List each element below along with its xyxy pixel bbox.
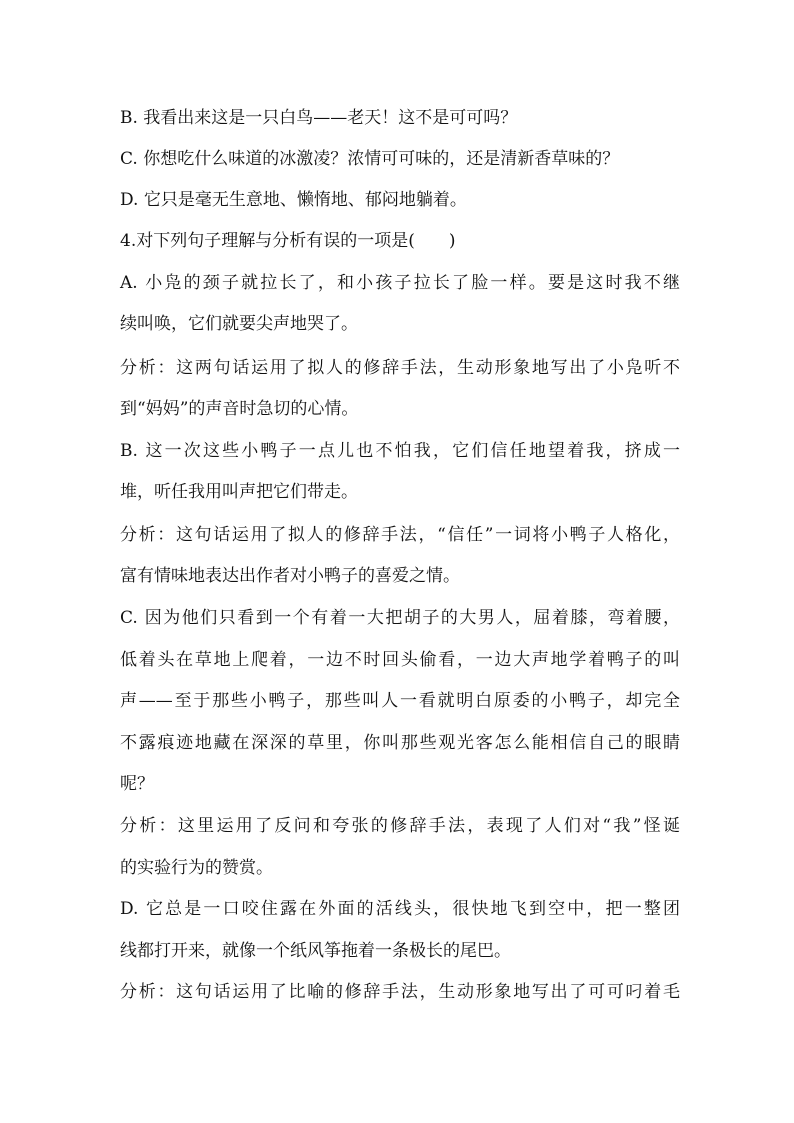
q4-option-a-line-1: A. 小凫的颈子就拉长了，和小孩子拉长了脸一样。要是这时我不继 [120, 273, 680, 293]
option-c-line: C. 你想吃什么味道的冰激凌？浓情可可味的，还是清新香草味的？ [120, 149, 620, 169]
q4-analysis-c-line-1: 分析：这里运用了反问和夸张的修辞手法，表现了人们对“我”怪诞 [120, 816, 680, 836]
q4-option-c-line-5: 呢？ [120, 774, 154, 794]
q4-analysis-a-line-1: 分析：这两句话运用了拟人的修辞手法，生动形象地写出了小凫听不 [120, 358, 680, 378]
q4-option-b-line-1: B. 这一次这些小鸭子一点儿也不怕我，它们信任地望着我，挤成一 [120, 441, 680, 461]
q4-analysis-b-line-1: 分析：这句话运用了拟人的修辞手法，“信任”一词将小鸭子人格化， [120, 525, 680, 545]
option-b-line: B. 我看出来这是一只白鸟——老天！这不是可可吗？ [120, 108, 518, 128]
q4-option-d-line-2: 线都打开来，就像一个纸风筝拖着一条极长的尾巴。 [120, 941, 511, 961]
q4-option-d-line-1: D. 它总是一口咬住露在外面的活线头，很快地飞到空中，把一整团 [120, 899, 680, 919]
question-4-stem: 4.对下列句子理解与分析有误的一项是( ) [120, 231, 456, 251]
q4-option-c-line-3: 声——至于那些小鸭子，那些叫人一看就明白原委的小鸭子，却完全 [120, 691, 680, 711]
q4-option-c-line-4: 不露痕迹地藏在深深的草里，你叫那些观光客怎么能相信自己的眼睛 [120, 733, 680, 753]
q4-option-b-line-2: 堆，听任我用叫声把它们带走。 [120, 482, 358, 502]
q4-option-c-line-1: C. 因为他们只看到一个有着一大把胡子的大男人，屈着膝，弯着腰， [120, 608, 680, 628]
q4-option-a-line-2: 续叫唤，它们就要尖声地哭了。 [120, 314, 358, 334]
q4-analysis-b-line-2: 富有情味地表达出作者对小鸭子的喜爱之情。 [120, 566, 460, 586]
q4-option-c-line-2: 低着头在草地上爬着，一边不时回头偷看，一边大声地学着鸭子的叫 [120, 650, 680, 670]
q4-analysis-a-line-2: 到“妈妈”的声音时急切的心情。 [120, 399, 359, 419]
option-d-line: D. 它只是毫无生意地、懒惰地、郁闷地躺着。 [120, 190, 467, 210]
q4-analysis-d-line-1: 分析：这句话运用了比喻的修辞手法，生动形象地写出了可可叼着毛 [120, 982, 680, 1002]
q4-analysis-c-line-2: 的实验行为的赞赏。 [120, 858, 273, 878]
